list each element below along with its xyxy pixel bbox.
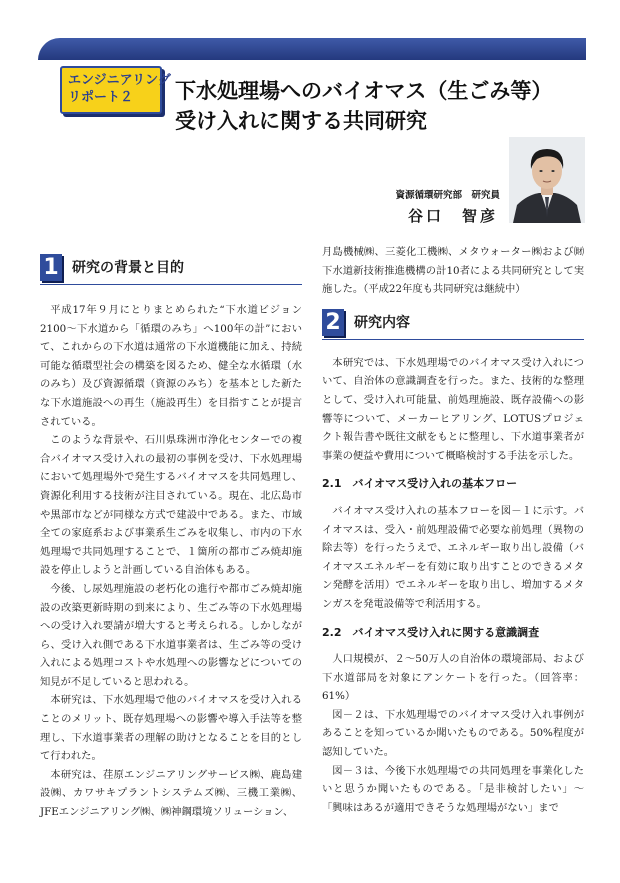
paragraph: 図－２は、下水処理場でのバイオマス受け入れ事例があることを知っているか聞いたものである。50%程度が認知していた。 xyxy=(322,708,584,759)
paragraph: 本研究では、下水処理場でのバイオマス受け入れについて、自治体の意識調査を行った。また、技術的な整理として、受け入れ可能量、前処理施設、既存設備への影響等について、メーカーヒアリング、LOTUSプロジェクト報告書や既往文献をもとに整理し、下水道事業者が事業の便益や費用について概略検討する手法を示した。 xyxy=(322,356,584,462)
left-column xyxy=(40,254,302,822)
right-column xyxy=(322,243,584,817)
article-title xyxy=(175,76,585,136)
section-2-number: 2 xyxy=(322,309,344,336)
section-1-heading xyxy=(40,254,302,285)
paragraph: 今後、し尿処理施設の老朽化の進行や都市ごみ焼却施設の改築更新時期の到来により、生ごみ等の下水処理場への受け入れ要請が増大すると考えられる。しかしながら、受け入れ側である下水道事業者は、生ごみ等の受け入れによる処理コストや水処理への影響などについての知見が不足していると思われる。 xyxy=(40,582,302,688)
author-department: 資源循環研究部 研究員 xyxy=(395,190,500,201)
badge-line-2: リポート２ xyxy=(68,90,134,105)
section-1-number: 1 xyxy=(40,254,62,281)
title-line-1: 下水処理場へのバイオマス（生ごみ等） xyxy=(175,79,553,103)
paragraph: 本研究は、荏原エンジニアリングサービス㈱、鹿島建設㈱、カワサキプラントシステムズ㈱、三機工業㈱、JFEエンジニアリング㈱、㈱神鋼環境ソリューション、 xyxy=(40,768,302,819)
report-badge xyxy=(60,66,171,114)
paragraph: 図－３は、今後下水処理場での共同処理を事業化したいと思うか聞いたものである。「是非検討したい」～「興味はあるが適用できそうな処理場がない」まで xyxy=(322,764,584,814)
badge-line-1: エンジニアリング xyxy=(68,73,171,88)
header-band xyxy=(38,38,586,60)
portrait-image xyxy=(509,137,585,223)
subsection-2-1-title: 2.1 バイオマス受け入れの基本フロー xyxy=(322,477,518,491)
author-photo xyxy=(509,137,585,223)
paragraph: 人口規模が、２～50万人の自治体の環境部局、および下水道部局を対象にアンケートを行った。（回答率：61%） xyxy=(322,653,584,703)
section-2-title: 研究内容 xyxy=(354,314,410,331)
paragraph: 平成17年９月にとりまとめられた“下水道ビジョン2100～下水道から「循環のみち」へ100年の計”において、これからの下水道は通常の下水道機能に加え、持続可能な循環型社会の構築を図るため、健全な水循環（水のみち）及び資源循環（資源のみち）を基本とした新たな下水道施設への再生（施設再生）を目指すことが提言されている。 xyxy=(40,304,302,428)
section-1-title: 研究の背景と目的 xyxy=(72,260,184,276)
paragraph: バイオマス受け入れの基本フローを図－１に示す。バイオマスは、受入・前処理設備で必要な前処理（異物の除去等）を行ったうえで、エネルギー取り出し設備（バイオマスエネルギーを有効に取り出すことのできるメタン発酵を活用）でエネルギーを取り出し、増加するメタンガスを発電設備等で利活用する。 xyxy=(322,504,584,610)
title-line-2: 受け入れに関する共同研究 xyxy=(175,109,427,133)
section-2-heading xyxy=(322,309,584,340)
paragraph: このような背景や、石川県珠洲市浄化センターでの複合バイオマス受け入れの最初の事例を受け、下水処理場において処理場外で発生するバイオマスを共同処理し、資源化利用する技術が注目されている。現在、北広島市や黒部市などが同様な方式で建設中である。また、市域全ての家庭系および事業系生ごみを収集し、市内の下水処理場で共同処理することで、１箇所の都市ごみ焼却施設を停止しようと計画している自治体もある。 xyxy=(40,434,302,577)
subsection-2-2-title: 2.2 バイオマス受け入れに関する意識調査 xyxy=(322,625,540,639)
author-name: 谷口 智彦 xyxy=(407,207,498,225)
paragraph: 月島機械㈱、三菱化工機㈱、メタウォーター㈱および㈶下水道新技術推進機構の計10者による共同研究として実施した。（平成22年度も共同研究は継続中） xyxy=(322,246,584,296)
paragraph: 本研究は、下水処理場で他のバイオマスを受け入れることのメリット、既存処理場への影響や導入手法等を整理し、下水道事業者の理解の助けとなることを目的として行われた。 xyxy=(40,694,302,763)
